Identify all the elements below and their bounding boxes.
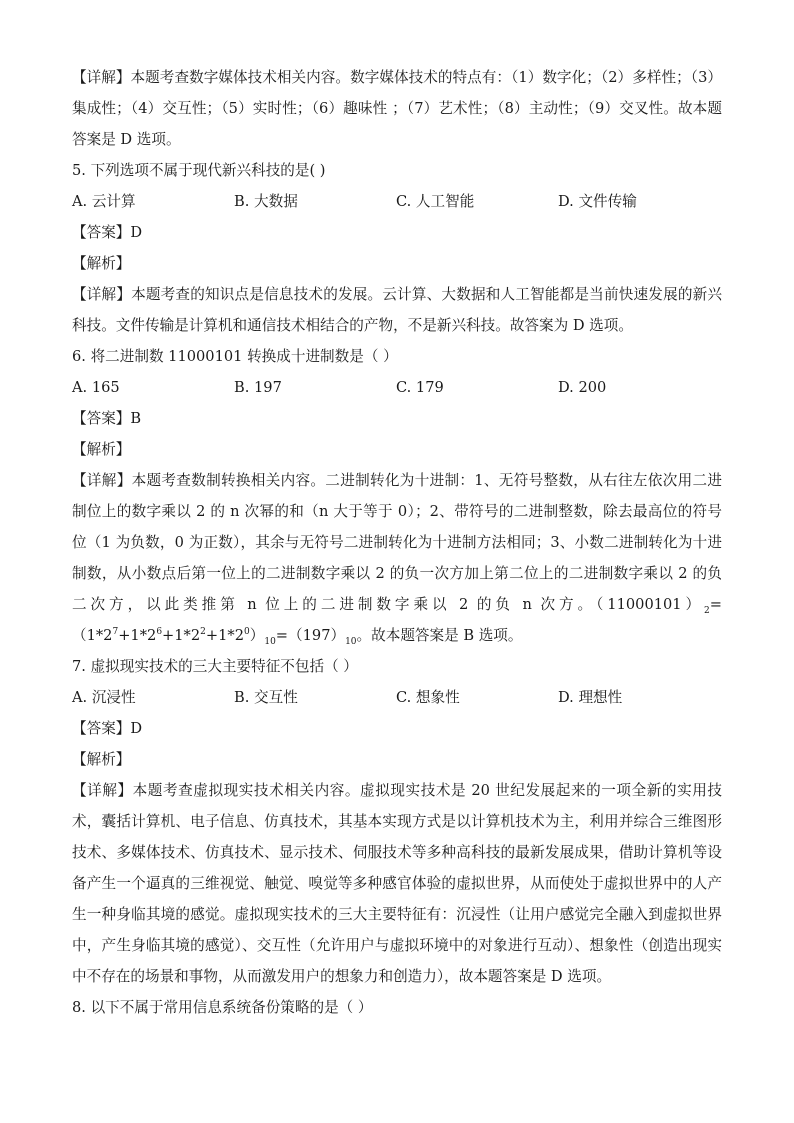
q7-question: 7. 虚拟现实技术的三大主要特征不包括（ ） (72, 658, 358, 675)
q5-option-b: B. 大数据 (234, 193, 298, 210)
q6-option-b: B. 197 (234, 379, 282, 396)
q6-option-d: D. 200 (558, 379, 607, 396)
q5-answer: 【答案】D (72, 224, 143, 241)
q5-option-c: C. 人工智能 (396, 193, 475, 210)
q7-option-a: A. 沉浸性 (72, 689, 136, 706)
q7-option-d: D. 理想性 (558, 689, 623, 706)
q6-options (72, 372, 722, 403)
q7-explanation: 【详解】本题考查虚拟现实技术相关内容。虚拟现实技术是 20 世纪发展起来的一项全新的实用技术，囊括计算机、电子信息、仿真技术，其基本实现方式是以计算机技术为主，利用并综合三维图形技术、多媒体技术、仿真技术、显示技术、伺服技术等多种高科技的最新发展成果，借助计算机等设备产生一个逼真的三维视觉、触觉、嗅觉等多种感官体验的虚拟世界，从而使处于虚拟世界中的人产生一种身临其境的感觉。虚拟现实技术的三大主要特征有：沉浸性（让用户感觉完全融入到虚拟世界中，产生身临其境的感觉）、交互性（允许用户与虚拟环境中的对象进行互动）、想象性（创造出现实中不存在的场景和事物，从而激发用户的想象力和创造力），故本题答案是 D 选项。 (72, 782, 722, 985)
document-page (72, 62, 722, 1023)
q6-option-c: C. 179 (396, 379, 444, 396)
q5-analysis-heading: 【解析】 (72, 255, 131, 272)
q4-explanation: 【详解】本题考查数字媒体技术相关内容。数字媒体技术的特点有：（1）数字化；（2）多样性；（3）集成性；（4）交互性；（5）实时性；（6）趣味性 ；（7）艺术性；（8）主动性；（9）交叉性。故本题答案是 D 选项。 (72, 69, 722, 148)
q7-option-c: C. 想象性 (396, 689, 460, 706)
q6-explanation-text: 【详解】本题考查数制转换相关内容。二进制转化为十进制：1、无符号整数，从右往左依次用二进制位上的数字乘以 2 的 n 次幂的和（n 大于等于 0）；2、带符号的二进制整数，除去最高位的符号位（1 为负数，0 为正数），其余与无符号二进制转化为十进制方法相同；3、小数二进制转化为十进制数，从小数点后第一位上的二进制数字乘以 2 的负一次方加上第二位上的二进制数字乘以 2 的负二次方，以此类推第 n 位上的二进制数字乘以 2 的负 n 次方。 (72, 472, 722, 613)
q6-answer: 【答案】B (72, 410, 142, 427)
q6-question: 6. 将二进制数 11000101 转换成十进制数是（ ） (72, 348, 398, 365)
q8-question: 8. 以下不属于常用信息系统备份策略的是（ ） (72, 999, 373, 1016)
q5-explanation: 【详解】本题考查的知识点是信息技术的发展。云计算、大数据和人工智能都是当前快速发展的新兴科技。文件传输是计算机和通信技术相结合的产物，不是新兴科技。故答案为 D 选项。 (72, 286, 722, 334)
q7-analysis-heading: 【解析】 (72, 751, 131, 768)
q5-question: 5. 下列选项不属于现代新兴科技的是( ) (72, 162, 326, 179)
q6-analysis-heading: 【解析】 (72, 441, 131, 458)
q5-option-d: D. 文件传输 (558, 193, 637, 210)
q6-formula: $(11000101)_2=(1*2^7+1*2^6+1*2^2+1*2^0)_{10}=(197)_{10}$。故本题答案是 B 选项。 (72, 596, 723, 647)
q6-option-a: A. 165 (72, 379, 120, 396)
q6-explanation (72, 465, 722, 651)
q5-options (72, 186, 722, 217)
q7-options (72, 682, 722, 713)
q7-answer: 【答案】D (72, 720, 143, 737)
q5-option-a: A. 云计算 (72, 193, 136, 210)
q7-option-b: B. 交互性 (234, 689, 298, 706)
